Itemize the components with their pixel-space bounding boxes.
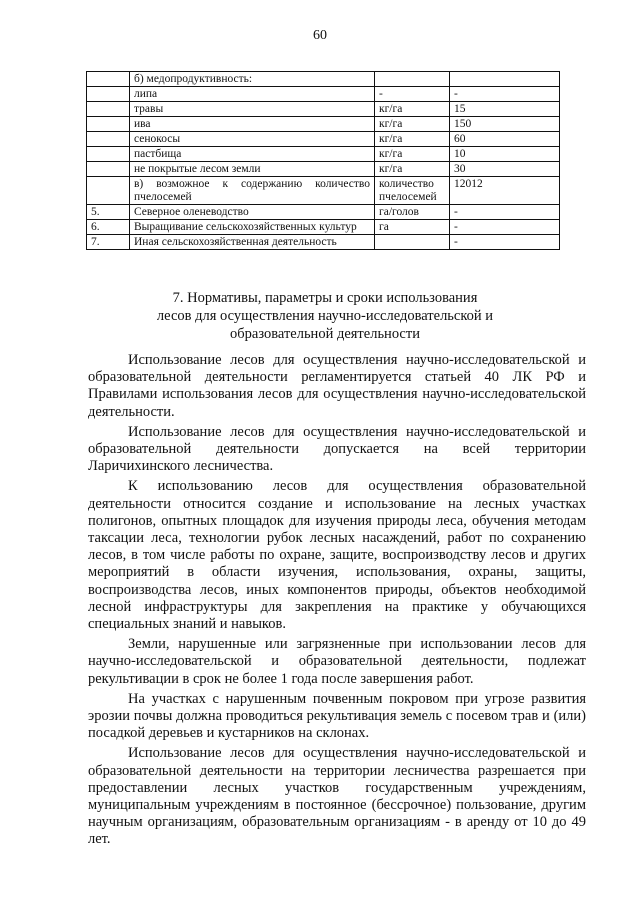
table-cell-name: ива	[130, 117, 375, 132]
table-cell-value	[450, 72, 560, 87]
table-cell-name: б) медопродуктивность:	[130, 72, 375, 87]
table-cell-unit: количество пчелосемей	[375, 177, 450, 205]
table-cell-name: травы	[130, 102, 375, 117]
table-row	[87, 132, 560, 147]
table-cell-unit	[375, 235, 450, 250]
table-cell-num: 6.	[87, 220, 130, 235]
table-cell-value: 15	[450, 102, 560, 117]
table-cell-value: 60	[450, 132, 560, 147]
table-cell-num	[87, 177, 130, 205]
table-cell-name: пастбища	[130, 147, 375, 162]
table-cell-num	[87, 132, 130, 147]
data-table	[86, 71, 560, 250]
table-cell-unit: кг/га	[375, 162, 450, 177]
paragraph: Использование лесов для осуществления научно-исследовательской и образовательной деятельности на территории лесничества разрешается при предоставлении лесных участков государственным учреждениям, муниципальным учреждениям в постоянное (бессрочное) пользование, другим научным организациям, образовательным организациям - в аренду от 10 до 49 лет.	[88, 745, 586, 848]
table-cell-unit: га/голов	[375, 205, 450, 220]
table-row	[87, 235, 560, 250]
table-cell-name: Выращивание сельскохозяйственных культур	[130, 220, 375, 235]
table-cell-unit: -	[375, 87, 450, 102]
table-cell-num	[87, 147, 130, 162]
table-row	[87, 102, 560, 117]
body-text	[88, 352, 586, 852]
section-heading-line: 7. Нормативы, параметры и сроки использования	[172, 290, 478, 306]
table-cell-value: -	[450, 87, 560, 102]
section-heading	[120, 289, 530, 343]
table-cell-name: Северное оленеводство	[130, 205, 375, 220]
paragraph: На участках с нарушенным почвенным покровом при угрозе развития эрозии почвы должна проводиться рекультивация земель с посевом трав и (или) посадкой деревьев и кустарников на склонах.	[88, 690, 586, 742]
table-cell-num: 7.	[87, 235, 130, 250]
table-cell-num	[87, 117, 130, 132]
table-cell-value: 12012	[450, 177, 560, 205]
table-cell-num	[87, 162, 130, 177]
table-row	[87, 87, 560, 102]
paragraph: Использование лесов для осуществления научно-исследовательской и образовательной деятельности допускается на всей территории Ларичихинского лесничества.	[88, 423, 586, 475]
table-cell-unit: га	[375, 220, 450, 235]
table-row	[87, 162, 560, 177]
section-heading-line: лесов для осуществления научно-исследовательской и	[156, 308, 494, 324]
table-cell-num	[87, 87, 130, 102]
table-cell-value: -	[450, 205, 560, 220]
table-row	[87, 205, 560, 220]
table-cell-unit: кг/га	[375, 147, 450, 162]
table-cell-num	[87, 102, 130, 117]
paragraph: Использование лесов для осуществления научно-исследовательской и образовательной деятельности регламентируется статьей 40 ЛК РФ и Правилами использования лесов для осуществления научно-исследовательской деятельности.	[88, 352, 586, 420]
section-heading-line: образовательной деятельности	[230, 326, 420, 342]
table-row	[87, 147, 560, 162]
table-cell-num: 5.	[87, 205, 130, 220]
table-cell-name: липа	[130, 87, 375, 102]
table-cell-unit: кг/га	[375, 102, 450, 117]
page-number: 60	[313, 28, 327, 43]
table-cell-name: в) возможное к содержанию количество пчелосемей	[130, 177, 375, 205]
table-cell-value: 150	[450, 117, 560, 132]
table-cell-value: 30	[450, 162, 560, 177]
table-cell-name: не покрытые лесом земли	[130, 162, 375, 177]
table-cell-num	[87, 72, 130, 87]
table-cell-value: -	[450, 235, 560, 250]
table-cell-unit: кг/га	[375, 117, 450, 132]
table-cell-value: 10	[450, 147, 560, 162]
table-row	[87, 117, 560, 132]
table-row	[87, 72, 560, 87]
table-cell-unit: кг/га	[375, 132, 450, 147]
table-cell-name: Иная сельскохозяйственная деятельность	[130, 235, 375, 250]
table-row	[87, 220, 560, 235]
paragraph: К использованию лесов для осуществления образовательной деятельности относится создание и использование на лесных участках полигонов, опытных площадок для изучения природы леса, обучения методам таксации леса, технологии рубок лесных насаждений, работ по сохранению лесов, в том числе работы по охране, защите, воспроизводству лесов и других мероприятий в области изучения, использования, охраны, защиты, воспроизводства лесов, иных компонентов природы, объектов необходимой лесной инфраструктуры для закрепления на практике у обучающихся специальных знаний и навыков.	[88, 478, 586, 633]
paragraph: Земли, нарушенные или загрязненные при использовании лесов для научно-исследовательской и образовательной деятельности, подлежат рекультивации в срок не более 1 года после завершения работ.	[88, 636, 586, 687]
table-cell-name: сенокосы	[130, 132, 375, 147]
table-cell-unit	[375, 72, 450, 87]
table-cell-value: -	[450, 220, 560, 235]
table-row	[87, 177, 560, 205]
